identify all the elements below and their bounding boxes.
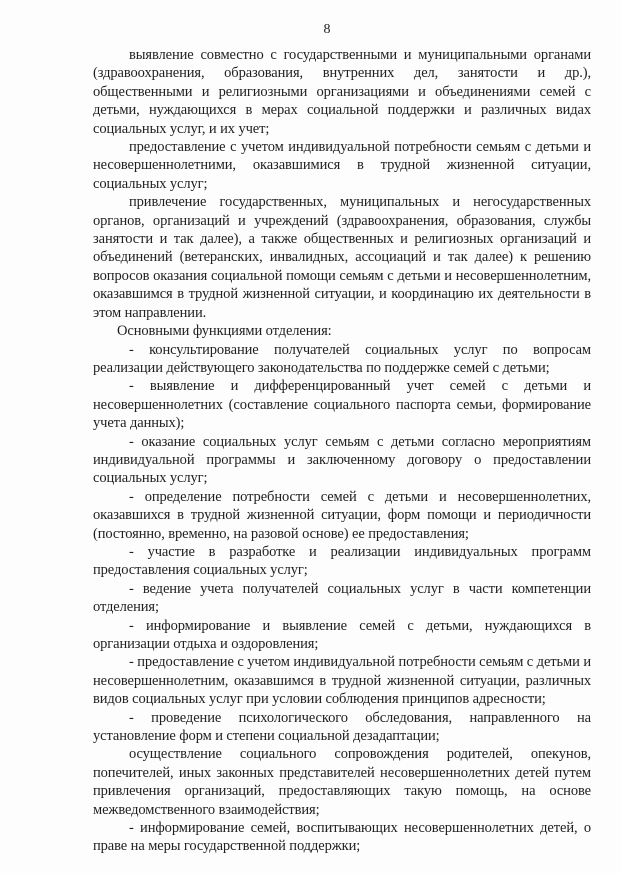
list-item: - информирование семей, воспитывающих несовершеннолетних детей, о праве на меры государственной поддержки;	[93, 820, 591, 855]
body-text	[93, 46, 591, 856]
list-item: - выявление и дифференцированный учет семей с детьми и несовершеннолетних (составление социального паспорта семьи, формирование учета данных);	[93, 378, 591, 432]
paragraph: привлечение государственных, муниципальных и негосударственных органов, организаций и учреждений (здравоохранения, образования, службы занятости и так далее), а также общественных и религиозных организаций и объединений (ветеранских, инвалидных, ассоциаций и так далее) к решению вопросов оказания социальной помощи семьям с детьми и несовершеннолетним, оказавшимся в трудной жизненной ситуации, и координацию их деятельности в этом направлении.	[93, 194, 591, 321]
paragraph: предоставление с учетом индивидуальной потребности семьям с детьми и несовершеннолетними, оказавшимися в трудной жизненной ситуации, социальных услуг;	[93, 139, 591, 192]
list-item: - информирование и выявление семей с детьми, нуждающихся в организации отдыха и оздоровления;	[93, 617, 591, 652]
list-item: - участие в разработке и реализации индивидуальных программ предоставления социальных услуг;	[93, 543, 591, 579]
section-heading: Основными функциями отделения:	[117, 323, 332, 340]
list-item: - ведение учета получателей социальных услуг в части компетенции отделения;	[93, 580, 591, 616]
list-item: - консультирование получателей социальных услуг по вопросам реализации действующего законодательства по поддержке семей с детьми;	[93, 341, 591, 376]
list-item: - оказание социальных услуг семьям с детьми согласно мероприятиям индивидуальной программы и заключенному договору о предоставлении социальных услуг;	[93, 433, 591, 487]
page-number: 8	[323, 22, 331, 37]
list-item: - определение потребности семей с детьми и несовершеннолетних, оказавшихся в трудной жизненной ситуации, форм помощи и периодичности (постоянно, временно, на разовой основе) ее предоставления;	[93, 488, 591, 542]
list-item: - предоставление с учетом индивидуальной потребности семьям с детьми и несовершеннолетним, оказавшимся в трудной жизненной ситуации, различных видов социальных услуг при условии соблюдения принципов адресности;	[93, 654, 591, 708]
paragraph: выявление совместно с государственными и муниципальными органами (здравоохранения, образования, внутренних дел, занятости и др.), общественными и религиозными организациями и объединениями семей с детьми, нуждающихся в мерах социальной поддержки и различных видах социальных услуг, и их учет;	[93, 47, 591, 137]
list-item: - проведение психологического обследования, направленного на установление форм и степени социальной дезадаптации;	[93, 709, 591, 745]
list-item: осуществление социального сопровождения родителей, опекунов, попечителей, иных законных представителей несовершеннолетних детей путем привлечения организаций, предоставляющих такую помощь, на основе межведомственного взаимодействия;	[93, 746, 591, 818]
